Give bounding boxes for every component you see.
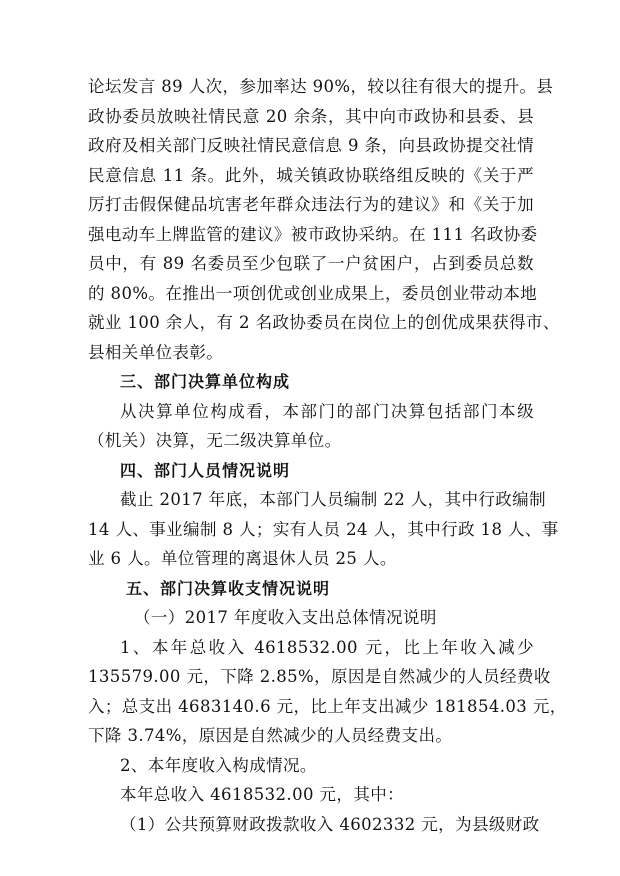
- text-line: 民意信息 11 条。此外，城关镇政协联络组反映的《关于严: [88, 165, 534, 185]
- text-line: 14 人、事业编制 8 人；实有人员 24 人，其中行政 18 人、事: [88, 519, 559, 539]
- paragraph-participation: [88, 72, 560, 367]
- text-line: 1、本年总收入 4618532.00 元，比上年收入减少: [120, 637, 534, 657]
- text-line: 本年总收入 4618532.00 元，其中：: [120, 785, 405, 804]
- text-line: 入；总支出 4683140.6 元，比上年支出减少 181854.03 元，: [88, 696, 567, 716]
- text-line: 强电动车上牌监管的建议》被市政协采纳。在 111 名政协委: [88, 224, 538, 244]
- text-line: 下降 3.74%，原因是自然减少的人员经费支出。: [88, 726, 453, 745]
- section-heading-staff: 四、部门人员情况说明: [120, 460, 291, 480]
- subsection-heading: （一）2017 年度收入支出总体情况说明: [134, 608, 437, 627]
- text-line: 的 80%。在推出一项创优或创业成果上，委员创业带动本地: [88, 283, 538, 303]
- text-line: 员中，有 89 名委员至少包联了一户贫困户，占到委员总数: [88, 254, 534, 273]
- section-heading-income-expenditure: 五、部门决算收支情况说明: [126, 578, 331, 598]
- text-line: 厉打击假保健品坑害老年群众违法行为的建议》和《关于加: [88, 195, 534, 214]
- text-line: 从决算单位构成看，本部门的部门决算包括部门本级: [120, 401, 534, 421]
- document-page: [88, 72, 567, 839]
- text-line: （机关）决算，无二级决算单位。: [88, 431, 342, 450]
- text-line: 2、本年度收入构成情况。: [120, 755, 317, 775]
- text-line: 县相关单位表彰。: [88, 342, 224, 362]
- text-line: 截止 2017 年底，本部门人员编制 22 人，其中行政编制: [120, 490, 546, 509]
- text-line: 政府及相关部门反映社情民意信息 9 条，向县政协提交社情: [88, 136, 534, 155]
- text-line: 业 6 人。单位管理的离退休人员 25 人。: [88, 549, 397, 568]
- text-line: 就业 100 余人，有 2 名政协委员在岗位上的创优成果获得市、: [88, 313, 560, 332]
- text-line: 政协委员放映社情民意 20 余条，其中向市政协和县委、县: [88, 106, 534, 126]
- text-line: （1）公共预算财政拨款收入 4602332 元，为县级财政: [120, 814, 540, 834]
- text-line: 论坛发言 89 人次，参加率达 90%，较以往有很大的提升。县: [88, 77, 554, 96]
- section-heading-unit-composition: 三、部门决算单位构成: [120, 372, 291, 391]
- text-line: 135579.00 元，下降 2.85%，原因是自然减少的人员经费收: [88, 667, 551, 686]
